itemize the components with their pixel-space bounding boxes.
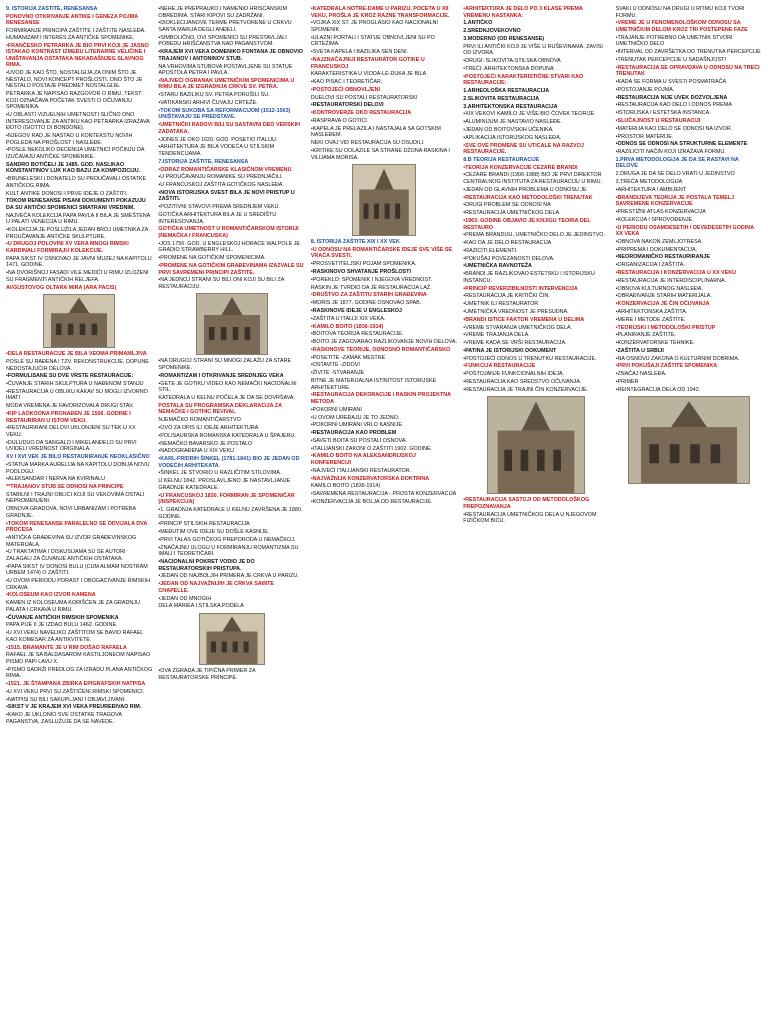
c5-paragraph: SVAKI U ODNOSU NA DRUGI U RITMU KOJI TVORI FORMU. bbox=[615, 6, 745, 19]
c5-paragraph: •PRVI POKUŠAJI ZAŠTITE SPOMENIKA bbox=[615, 363, 718, 370]
c1-paragraph: •UVOD JE KAO ŠTO, NOSTALGIJA ZA ONIM ŠTO JE NESTALO, NOVI KONCEPT PROŠLOSTI. ONO ŠTO JE NESTALO POSTAJE PREDMET NOSTALGIJE. bbox=[6, 70, 143, 90]
c5-paragraph: •OBNOVA KULTURNOG NASLEĐA. bbox=[615, 285, 703, 292]
c3-paragraph: •PROSVETITELJSKI POJAM SPOMENIKA. bbox=[310, 261, 417, 268]
c4-paragraph: •PATINA JE ISTORIJSKI DOKUMENT bbox=[463, 347, 557, 354]
c1-paragraph: •POSLE NEKOLIKO DECENIJA UMETNICI POČINJU DA IZUČAVAJU ANTIČKE SPOMENIKE. bbox=[6, 147, 145, 160]
c1-paragraph: POSLE SU RAĐENA I TZV. REKONSTRUKCIJE, DOPUNE NEDOSTAJUĆIH DELOVA. bbox=[6, 358, 149, 372]
c3-paragraph: NEKI OVAJ VID RESTAURACIJA SU OSUDILI. bbox=[310, 140, 425, 147]
c1-paragraph: XV I XVI VEK JE BILO RESTAURIRANJE NEOKLASIČNO bbox=[6, 454, 150, 461]
c2-paragraph: •SIMBOLIČNO, OVI SPOMENICI SU PRESTAVLJALI POBEDU HRIŠĆANSTVA NAD PAGANSTVOM. bbox=[158, 34, 287, 48]
c4-paragraph: •RESTAURACIJA JE KRITIČKI ČIN. bbox=[463, 293, 550, 300]
c2-paragraph: •NEMAČKO BAVARSKO JE POSTALO bbox=[158, 440, 253, 447]
c5-paragraph: •RAZILICITI NAČIN KOJI IZRAŽAVA FORMU. bbox=[615, 149, 726, 156]
c1-paragraph: •U XVI VEKU PRVI SU ZAŠTIĆENI RIMSKI SPOMENICI. bbox=[6, 688, 145, 695]
c1-paragraph: FORMIRANJE PRINCIPA ZAŠTITE I ZAŠTITE NASLEĐA. HUMANIZAM I INTERES ZA ANTIČKE SPOMENIKE. bbox=[6, 28, 146, 41]
building-photo bbox=[199, 613, 265, 665]
c3-paragraph: •KAMILO BOITO NA ALEKSANDRIJSKOJ KONFERENCIJI bbox=[310, 453, 416, 466]
building-illustration-icon bbox=[629, 397, 749, 483]
c5-paragraph: •ODNOS SE ODNOSI NA STRUKTURNE ELEMENTE bbox=[615, 141, 748, 148]
c4-paragraph: •ALUMINIJUM JE NASTAVIO NASLEĐE. bbox=[463, 119, 562, 126]
c5-paragraph: •RESTAURACIJA KAO DELO I ODNOS PREMA bbox=[615, 102, 732, 109]
building-illustration-icon bbox=[488, 397, 584, 493]
c3-paragraph: •KONTROVERZE OKO RESTAURACIJA bbox=[310, 110, 412, 117]
c3-paragraph: •RESTAURATORSKI DELOVI bbox=[310, 102, 384, 109]
c2-paragraph: •U FRANCUSKOJ ZAŠTITA GOTIČKOG NASLEĐA. bbox=[158, 182, 284, 189]
c3-paragraph: •KONZERVACIJA JE BOLJA OD RESTAURACIJE. bbox=[310, 498, 433, 505]
c5-paragraph: •RESTAURACIJA SE OPRAVDAVA U ODNOSU NA TREĆI TRENUTAK bbox=[615, 64, 760, 78]
c1-paragraph: •DULUDUO DA SANGALO I MIKELANĐELO SU PRVI UVIDELI VREDNOST ORIGINALA. bbox=[6, 439, 137, 453]
c2-paragraph: •TOKOM SUKOBA SA REFORMACIJOM (1512-1563) UNIŠTAVAJU SE PREDSTAVE. bbox=[158, 107, 291, 121]
c3-paragraph: •RASKINOVE IDEJE U ENGLESKOJ bbox=[310, 307, 402, 314]
c1-paragraph: •ČUVANJE ANTIČKIH RIMSKIH SPOMENIKA bbox=[6, 614, 119, 621]
c2-paragraph: •ROMANTIZAM I OTKRIVANJE SREDNJEG VEKA bbox=[158, 372, 284, 379]
c3-paragraph: •U ODNOSU NA ROMANTIČARSKE IDEJE SVE VIŠE SE VRAĆA SVESTI. bbox=[310, 246, 453, 260]
c1-paragraph: •TOKOM RENESANSE PARALELNO SE ODVIJALA DVA PROCESA bbox=[6, 520, 148, 534]
c4-paragraph: •CEZARE BRANDI (1906-1988) BIO JE PRVI DIREKTOR CENTRALNOG INSTITUTA ZA RESTAURACIJU U RIMU. bbox=[463, 172, 602, 186]
c5-paragraph: •RESTAURACIJA NIJE UVEK DOZVOLJENA bbox=[615, 94, 728, 101]
c2-paragraph: •KRAJEM XVI VEKA DOMENIKO FONTANA JE OBNOVIO TRAJANOV I ANTONINOV STUB. bbox=[158, 49, 303, 62]
c1-paragraph: KULT ANTIKE DONOSI I PRVE IDEJE O ZAŠTITI. bbox=[6, 190, 128, 197]
c3-paragraph: •MORIS JE 1877. GODINE OSNOVAO SPAB. bbox=[310, 300, 422, 307]
c5-paragraph: 2.DRUGA JE DA SE DELO VRATI U JEDINSTVO bbox=[615, 171, 735, 178]
c1-paragraph: PAPA PIJE II JE IZDAO BULU 1462. GODINE. bbox=[6, 622, 118, 629]
c2-paragraph: •STARU BAZILIKU SV. PETRA PORUŠILI SU. bbox=[158, 92, 270, 99]
c4-paragraph: •RESTAURACIJA UMETNIČKOG DELA U NJEGOVOM FIZIČKOM BIĆU. bbox=[463, 511, 597, 525]
c1-paragraph: •SIKST V JE KRAJEM XVI VEKA PREUREĐIVAO RIM. bbox=[6, 704, 142, 711]
c3-paragraph: •POSETITE -ZAMAK MESTRE bbox=[310, 354, 386, 361]
c1-paragraph: •NJEGOV RAD JE NASTAO U KONTEKSTU NOVIH POGLEDA NA PROŠLOST I NASLEĐE. bbox=[6, 133, 133, 146]
c2-paragraph: •NAJVEĆI OGRANAK UMETNIČKIM SPOMENICIMA U RIMU BILA JE IZGRADNJA CRKVE SV. PETRA. bbox=[158, 77, 295, 91]
c5-paragraph: •RESTAURACIJA I KONZERVACIJA U XX VEKU bbox=[615, 270, 737, 277]
c1-paragraph: TOKOM RENESANSE PISANI DOKUMENTI POKAZUJU DA SU ANTIČKI SPOMENICI SMATRANI VREDNIM. bbox=[6, 198, 146, 211]
c4-paragraph: •POSTOJEĆI ODNOS U TRENUTKU RESTAURACIJE. bbox=[463, 355, 597, 362]
c5-paragraph: •KONZERVACIJA JE ČIN OČUVANJA bbox=[615, 301, 710, 308]
c3-paragraph: •RESTAURACIJA KAO PROBLEM bbox=[310, 430, 397, 437]
c2-paragraph: •MEĐUTIM OVE IDEJE SU DOŠLE KASNIJE. bbox=[158, 529, 270, 536]
c4-paragraph: 3.ARHITEKTONSKA RESTAURACIJA bbox=[463, 103, 558, 110]
c1-paragraph: •U DRUGOJ POLOVINI XV VEKA MNOGI RIMSKI KARDINALI FORMIRAJU KOLEKCIJE. bbox=[6, 241, 129, 254]
c2-paragraph: •PROMENE NA GOTIČKIM SPOMENICIMA. bbox=[158, 255, 266, 262]
c2-paragraph: GOTIČKA UMETNOST U ROMANTIČARSKOM ISTORIJI (NEMAČKA I FRANCUSKA) bbox=[158, 226, 299, 239]
c2-paragraph: •NA JEDNOJ STRANI SU BILI ONI KOJI SU BILI ZA RESTAURACIJU. bbox=[158, 277, 285, 290]
c4-paragraph: •POSTOJEĆI KARAKTERISTIČNE STVARI KAO RESTAURACIJE: bbox=[463, 73, 584, 87]
c4-paragraph: •FUNKCIJA RESTAURACIJE bbox=[463, 363, 536, 370]
c2-paragraph: •PRINCIP STILSKIH RESTAURACIJA bbox=[158, 521, 250, 528]
building-photo bbox=[628, 396, 750, 484]
c2-paragraph: U KELNU 1842. PROSLAVLJENO JE NASTAVLJANJE GRADNJE KATEDRALE. bbox=[158, 478, 291, 491]
c4-paragraph: •POSTOJANJE FUNKCIONALNIH IDEJA. bbox=[463, 371, 565, 378]
c4-paragraph: •XIX VEKOVI KAMILO JE VIŠE BIO ČOVEK TEORIJE. bbox=[463, 111, 596, 118]
c4-paragraph: PRVI ILI ANTIČKI KOJI JE VIŠE U RUŠEVINAMA, ZAVISI OD IZVORA. bbox=[463, 43, 603, 57]
c4-paragraph: 1.ARHEOLOŠKA RESTAURACIJA bbox=[463, 88, 550, 95]
c1-paragraph: •FRANČESKO PETRARKA JE BIO PRVI KOJI JE JASNO ISTAKAO KONTRAST IZMEĐU LITERARNE VELIČINE I UNIŠTAVANJA OSTATAKA NEKADAŠNJEG SLAVNOG RIMA. bbox=[6, 42, 149, 69]
c4-paragraph: •1963. GODINE OBJAVIO JE KNJIGU TEORIA DEL RESTAURO bbox=[463, 217, 591, 231]
c1-paragraph: SANDRO BOTIČELI JE 1485. GOD. NASLIKAO KONSTANTINOV LUK KAO BAZU ZA KOMPOZICIJU. bbox=[6, 161, 141, 175]
c2-paragraph: •JEDAN OD NAJBOLJIH PRIMERA JE CRKVA U PARIZU. bbox=[158, 573, 299, 580]
building-illustration-icon bbox=[197, 294, 267, 354]
c4-paragraph: 1.ANTIČKO bbox=[463, 20, 493, 27]
c1-paragraph: •1521. JE ŠTAMPANA ZBIRKA EPIGRAFSKIH NATPISA bbox=[6, 681, 146, 688]
c3-paragraph: •NAJZNAČAJNIJI RESTAURATOR GOTIKE U FRANCUSKOJ bbox=[310, 56, 425, 70]
c5-paragraph: •SLUČAJNOST U RESTAURACIJI bbox=[615, 117, 701, 124]
c1-paragraph: •U TRAKTATIMA I DISKUSIJAMA SU SE AUTORI ZALAGALI ZA ČUVANJE ANTIČKIH OSTATAKA. bbox=[6, 549, 126, 562]
c2-paragraph: •NOVA ISTORIJSKA SVEST BILA JE NOVI PRISTUP U ZAŠTITI. bbox=[158, 189, 295, 203]
c1-paragraph: 9. ISTORIJA ZAŠTITE, RENESANSA bbox=[6, 6, 98, 12]
c2-paragraph: •GETE JE GOTIKU VIDEO KAO NEMAČKI NACIONALNI STIL. bbox=[158, 380, 297, 394]
c1-paragraph: •BRUNELESKI I DONATELO SU PROUČAVALI OSTATKE ANTIČKOG RIMA. bbox=[6, 176, 147, 189]
c2-paragraph: GOTIČKA ARHITEKTURA BILA JE U SREDIŠTU INTERESOVANJA. bbox=[158, 212, 277, 225]
c3-paragraph: •U OVOM UREĐAJU JE TO JEDNO. bbox=[310, 414, 400, 421]
building-illustration-icon bbox=[200, 614, 264, 664]
c1-paragraph: •U OVOM PERIODU PORAST I OBOGAĆIVANJE RIMSKIH CRKAVA. bbox=[6, 578, 150, 591]
c4-paragraph: •UMETNIK ILI RESTAURATOR bbox=[463, 301, 539, 308]
c5-paragraph: •REINTEGRACIJA DELA OD 1942. bbox=[615, 386, 701, 393]
c1-paragraph: •1515. BRAMANTE JE U RIM DOŠAO RAFAELA bbox=[6, 644, 127, 651]
c1-paragraph: •STATUA MARKA AURELIJA NA KAPITOLU DOBIJA NOVU PODLOGU. bbox=[6, 461, 150, 475]
c3-paragraph: •ULAZNI PORTALI I STATUE OBNOVLJENI SU PO CRTEŽIMA. bbox=[310, 34, 435, 48]
c3-paragraph: •RASKINOVE TEORIJE, ODNOSNO ROMANTIČARSKO bbox=[310, 346, 451, 353]
c4-paragraph: •DRUGI: SLIKOVITA-STILSKA OBNOVA bbox=[463, 58, 561, 65]
c3-paragraph: KAMILO BOITO (1836-1914) bbox=[310, 483, 381, 490]
c2-paragraph: •JONES JE OKO 1620. GOD. POSETIO ITALIJU. bbox=[158, 136, 278, 143]
c1-paragraph: AVGUSTOVOG OLTARA MIRA (ARA PACIS) bbox=[6, 284, 117, 291]
c1-paragraph: PAPA SIKST IV OSNOVAO JE JAVNI MUZEJ NA KAPITOLU 1471. GODINE. bbox=[6, 255, 152, 269]
c4-paragraph: •RESTAURACIJA UMETNIČKOG DELA bbox=[463, 210, 560, 217]
c3-paragraph: •DRUŠTVO ZA ZAŠTITU STARIH GRAĐEVINA bbox=[310, 292, 427, 299]
c1-paragraph: MODA VREMENA JE FAVORIZOVALA DRUGI STAV. bbox=[6, 403, 134, 410]
c2-paragraph: POSTALA SU PROGRAMSKA DEKLARACIJA ZA NEMAČKE I GOTHIC REVIVAL bbox=[158, 402, 282, 416]
c3-paragraph: •KAO PISAC I TEORETIČAR. bbox=[310, 79, 383, 86]
c4-paragraph: •JEDAN OD GLAVNIH PROBLEMA U ODNOSU JE bbox=[463, 186, 587, 193]
c3-paragraph: •SAVREMENA RESTAURACIJA - PROSTA KONZERVACIJA bbox=[310, 491, 457, 498]
c3-paragraph: •BOITO JE ZAGOVARAO RAZLIKOVANJE NOVIH DELOVA. bbox=[310, 339, 457, 346]
c4-paragraph: •TEORIJA KONZERVACIJE CEZARE BRANDI bbox=[463, 164, 578, 171]
c3-paragraph: •NAJVEĆI ITALIJANSKI RESTAURATOR. bbox=[310, 467, 412, 474]
c5-paragraph: •ORGANIZACIJA I ZAŠTITA. bbox=[615, 262, 685, 269]
c4-paragraph: 2.SREDNJOVEKOVNO bbox=[463, 28, 521, 35]
building-photo bbox=[352, 164, 416, 236]
c5-paragraph: •RESTAURACIJA JE INTERDISCIPLINARNA. bbox=[615, 277, 727, 284]
c5-paragraph: •PRIMER bbox=[615, 378, 639, 385]
c4-paragraph: 2.SLIKOVITA RESTAURACIJA bbox=[463, 95, 540, 102]
c5-paragraph: •MERE I METODE ZAŠTITE. bbox=[615, 316, 686, 323]
c2-paragraph: •ARHITEKTURA JE BILA VODEĆA U STILSKIM TENDENCIJAMA. bbox=[158, 144, 275, 157]
c2-paragraph: •JEDAN OD NAJVAŽNIJIH JE CRKVA SAINTE CHAPELLE. bbox=[158, 581, 275, 594]
c3-paragraph: •SVETA KAPELA I BAZILIKA SEN DENI. bbox=[310, 49, 409, 56]
c5-paragraph: •BRANDIJEVA TEORIJA JE POSTALA TEMELJ SAVREMENE KONZERVACIJE bbox=[615, 194, 735, 208]
c1-paragraph: NAJVEĆA KOLEKCIJA PAPA PAVLA II BILA JE SMEŠTENA U PALATI VENECIJA U RIMU. bbox=[6, 212, 151, 226]
c2-paragraph: •NEHE JE PREPRAUKO I NAMENIO HRIŠĆANSKIM OBREDIMA. STARI KIPOVI SU ZADRŽANI. bbox=[158, 6, 287, 19]
c2-paragraph: •PRVI TALAS GOTIČKOG PREPORODA U NEMAČKOJ. bbox=[158, 536, 296, 543]
c2-paragraph: •JEDAN OD MNOGIH bbox=[158, 595, 212, 602]
c1-paragraph: •NA DVORIŠNOJ FASADI VILE MEDIĆI U RIMU IZLOŽENI SU FRAGMENTI ANTIČKIH RELJEFA. bbox=[6, 270, 149, 283]
c5-paragraph: •NA OSNOVU ZAKONA O KULTURNIM DOBRIMA. bbox=[615, 355, 740, 362]
c3-paragraph: •POKORNI UMIRANI VRLO KASNIJE. bbox=[310, 422, 404, 429]
column-1 bbox=[6, 6, 152, 1018]
c2-paragraph: •POZITIVNI STAVOVI PREMA SREDNJEM VEKU. bbox=[158, 204, 280, 211]
c1-paragraph: •RESTAURACIJA U OBLIKU KAKAV SU MOGLI IZVORNO IMATI bbox=[6, 388, 148, 402]
c3-paragraph: •KRITIKE SU DOLAZILE SA STRANE DŽONA RASKINA I VILIJAMA MORISA. bbox=[310, 147, 450, 161]
c4-paragraph: •PRINCIP REVERZIBILNOSTI INTERVENCIJA bbox=[463, 285, 578, 292]
c4-paragraph: •RESTAURACIJA JE TRAJNI ČIN KONZERVACIJE. bbox=[463, 386, 589, 393]
c1-paragraph: PONOVNO OTKRIVANJE ANTIKE I GENEZA POJMA RENESANSE bbox=[6, 13, 138, 27]
c5-paragraph: •VREME JE U FENOMENOLOŠKOM ODNOSU SA UMETNIČKIM DELOM KROZ TRI POSTEPENE FAZE bbox=[615, 20, 748, 33]
c2-paragraph: •ODRAZ ROMANTIČARSKE KLASIČNOM VREMENU bbox=[158, 166, 292, 173]
c3-paragraph: •BOITOVA TEORIJA RESTAURACIJE. bbox=[310, 331, 404, 338]
building-photo bbox=[487, 396, 585, 494]
c4-paragraph: •RESTAURACIJA KAO METODOLOŠKI TRENUTAK bbox=[463, 194, 593, 201]
c2-paragraph: •OVA ZGRADA JE TIPIČNA PRIMER ZA RESTAURATORSKE PRINCIPE. bbox=[158, 667, 256, 681]
building-illustration-icon bbox=[353, 165, 415, 235]
c4-paragraph: •BRANDI JE RAZLIKOVAO ESTETSKU I ISTORIJSKU INSTANCU. bbox=[463, 271, 595, 284]
c5-paragraph: •PLANIRANJE ZAŠTITE. bbox=[615, 332, 676, 339]
c2-paragraph: •KARL-FRIDRIH ŠINKEL (1781-1841) BIO JE JEDAN OD VODEĆIH ARHITEKATA. bbox=[158, 456, 300, 469]
c1-paragraph: •DELA RESTAURACIJE JE BILA VEOMA PRIMAMLJIVA bbox=[6, 351, 147, 358]
c1-paragraph: •RESTAURIRANI DELOVI UKLONJENI SU TEK U XX VEKU. bbox=[6, 425, 136, 438]
column-3 bbox=[311, 6, 457, 1018]
c5-paragraph: •ISTORIJSKA I ESTETSKA INSTANCA. bbox=[615, 110, 711, 117]
c2-paragraph: KATEDRALA U KELNU POČELA JE DA SE DOVRŠAVA. bbox=[158, 395, 296, 401]
c3-paragraph: •RESTAURACIJA DEKORACIJE I RASKIN PROJEKTNA METODA bbox=[310, 392, 451, 405]
c3-paragraph: •KATEDRALA NOTRE-DAME U PARIZU, POČETA U XII VEKU, PROŠLA JE KROZ RAZNE TRANSFORMACIJE. bbox=[310, 6, 450, 19]
c4-paragraph: •VREME KADA SE VRŠI RESTAURACIJA. bbox=[463, 340, 567, 347]
c2-paragraph: •NACIONALNI POKRET VODIO JE DO RESTAURATORSKIH PRISTUPA. bbox=[158, 559, 255, 572]
c2-paragraph: •NADOGRAĐENA U XIX VEKU bbox=[158, 448, 234, 455]
c1-paragraph: •PISMO SADRŽI PREDLOG ZA IZRADU PLANA ANTIČKOG RIMA. bbox=[6, 666, 153, 680]
c4-paragraph: •RESTAURACIJA KAO SREDSTVO OČUVANJA. bbox=[463, 378, 582, 385]
c5-paragraph: •OBRAĐIVANJE STARIH MATERIJALA. bbox=[615, 293, 712, 300]
c4-paragraph: •BRANDI ISTICE FAKTOR VREMENA U DELIMA bbox=[463, 316, 585, 323]
c2-paragraph: •ŠINKEL JE STVORIO U RAZLIČITIM STILOVIMA. bbox=[158, 470, 282, 477]
c4-paragraph: •APLIKACIJA ISTORIJSKOG NASLEĐA. bbox=[463, 134, 562, 141]
c1-paragraph: OBNOVA GRADOVA, NOVI URBANIZAM I POTREBA GRADNJE. bbox=[6, 506, 136, 519]
c1-paragraph: •KAKO JE UKLONIO SVE OSTATKE TRAGOVA PAGANSTVA, ZASLUŽUJE DA SE NAVEDE. bbox=[6, 712, 122, 725]
c4-paragraph: 3.MODERNO (OD RENESANSE) bbox=[463, 35, 545, 42]
c3-paragraph: •VOJKA XIX ST. JE PROGLASIO KAO NACIONALNI SPOMENIK. bbox=[310, 20, 438, 33]
c1-paragraph: •U XVI VEKU NAVELIKO ZAŠTITOM SE BAVIO RAFAEL KAO KOMESAR ZA ANTIKVITETE. bbox=[6, 630, 144, 643]
c3-paragraph: •KAPELA JE PRELAZILA I NASTAJALA SA GOTSKIM NASLEĐEM. bbox=[310, 125, 441, 139]
c1-paragraph: •KIP LAOKOONA PRONAĐEN JE 1506. GODINE I RESTAURIRAN U ISTOM VEKU. bbox=[6, 411, 131, 424]
c4-paragraph: •SVE OVE PROMENE SU UTICALE NA RAZVOJ RESTAURACIJE. bbox=[463, 142, 584, 156]
c1-paragraph: STABILNI I TRAJNI OBLICI KOJI SU VEKOVIMA OSTALI NEPROMENJENI. bbox=[6, 491, 145, 505]
c4-paragraph: •ARHITEKTURA JE DELO PO 3 KLASE PREMA VREMENU NASTANKA: bbox=[463, 6, 583, 19]
c2-paragraph: •OVO ZA OPIS ILI IDEJE ARHITEKTURA bbox=[158, 424, 259, 431]
c2-paragraph: •PROMENE NA GOTIČKIM GRAĐEVINAMA IZAZVALE SU PRVI SAVREMENI PRINCIPI ZAŠTITE. bbox=[158, 262, 304, 276]
c2-paragraph: •UMETNIČKI RADOVI BILI SU SASTAVNI DEO VERSKIH ZADATAKA. bbox=[158, 122, 300, 135]
building-photo bbox=[43, 294, 115, 348]
c5-paragraph: •OBNOVA NAKON ZEMLJOTRESA. bbox=[615, 238, 703, 245]
c4-paragraph: •VREME STVARANJA UMETNIČKOG DELA. bbox=[463, 324, 572, 331]
column-2 bbox=[158, 6, 304, 1018]
c1-paragraph: •U OBLASTI VIZUELNIH UMETNOSTI SLIČNO ONO INTERESOVANJE ZA ANTIKU KAO PETRARKA IZRAŽAVA ĐOTO (GIOTTO DI BONDONE). bbox=[6, 112, 150, 132]
c5-paragraph: •U PERIODU OSAMDESETIH I DEVEDESETIH GODINA XX VEKA bbox=[615, 224, 754, 238]
c3-paragraph: •POKORNI UMIRANI bbox=[310, 406, 362, 413]
c4-paragraph: •DRUGI PROBLEM SE ODNOSI NA bbox=[463, 202, 551, 209]
c5-paragraph: 1.PRVA METODOLOGIJA JE DA SE RASTAVI NA DELOVE bbox=[615, 156, 739, 170]
c2-paragraph: •U PROUČAVANJU ROMANIKE SU PREDNJAČILI. bbox=[158, 174, 283, 181]
c4-paragraph: •JEDAN OD BOITOVSKIH UČENIKA. bbox=[463, 126, 554, 133]
c5-paragraph: •PRESTIŽNI ATLAS KONZERVACIJA bbox=[615, 208, 706, 215]
c3-paragraph: RASKIN JE TVRDIO DA JE RESTAURACIJA LAŽ. bbox=[310, 284, 432, 291]
c3-paragraph: •RASPRAVA O GOTICI. bbox=[310, 117, 369, 124]
c4-paragraph: 8.B TEORIJA RESTAURACIJE bbox=[463, 156, 540, 163]
c1-paragraph: •ČUVANJE STARIH SKULPTURA U NAĐENOM STANJU bbox=[6, 381, 144, 388]
c5-paragraph: •TRENUTAK PERCEPCIJE U SADAŠNJOSTI bbox=[615, 56, 726, 63]
c5-paragraph: •ZAŠTITA U SRBIJI bbox=[615, 347, 664, 354]
c2-paragraph: •NA DRUGOJ STRANI SU MNOGI ZALAŽU ZA STARE SPOMENIKE. bbox=[158, 358, 292, 372]
c4-paragraph: •RESTAURACIJA SASTOJI OD METODOLOŠKOG PREPOZNAVANJA bbox=[463, 497, 590, 510]
c1-paragraph: •ALEKSANDAR I NERVA NA KVIRINALU bbox=[6, 476, 106, 483]
c2-paragraph: •POLISAURSKA ROMANSKA KATEDRALA U ŠPAJERU. bbox=[158, 432, 296, 439]
c5-paragraph: •POSTOJANJE POJMA. bbox=[615, 86, 675, 93]
c5-paragraph: •KADA SE FORMA U SVESTI POSMATRAČA bbox=[615, 79, 727, 86]
c3-paragraph: BITNE JE MATERIJALNA ISTINITOST ISTORIJSKE ARHITEKTURE. bbox=[310, 377, 437, 391]
c3-paragraph: •POREKLO: SPOMENIK I NJEGOVA VREDNOST. bbox=[310, 276, 433, 283]
c1-paragraph: •FORMULISANE SU DVE VRSTE RESTAURACIJE: bbox=[6, 373, 134, 380]
c4-paragraph: •UMETNIČKA RAVNOTEŽA bbox=[463, 263, 532, 270]
c5-paragraph: •INTERVAL OD ZAVRŠETKA DO TRENUTKA PERCEPCIJE bbox=[615, 49, 761, 56]
c1-paragraph: RAFAEL JE SA BALDASAROM KASTILJONEOM NAPISAO PISMO PAPI LAVU X. bbox=[6, 652, 151, 665]
c1-paragraph: •ANTIČKA GRAĐEVINA SU IZVOR GRAĐEVINSKOG MATERIJALA. bbox=[6, 534, 137, 548]
c4-paragraph: •VREME TRAJANJA DELA. bbox=[463, 332, 530, 339]
c2-paragraph: •JOS 1750. GOD. U ENGLESKOJ HORACE WALPOLE JE GRADIO STRAWBERRY HILL. bbox=[158, 240, 300, 254]
c4-paragraph: •PREMA BRANDIJU, UMETNIČKO DELO JE JEDINSTVO. bbox=[463, 232, 605, 239]
building-illustration-icon bbox=[44, 295, 114, 347]
c1-paragraph: •KOLEKCIJA JE POSLUŽILA JEDAN BROJ UMETNIKA ZA PROUČAVANJE ANTIČKE SKULPTURE. bbox=[6, 227, 149, 240]
c3-paragraph: 8. ISTORIJA ZAŠTITE XIX I XX VEK bbox=[310, 239, 400, 246]
c1-paragraph: •PAPA SIKST IV DONOSI BULU (CUM ALMAM NOSTRAM URBEM 1474) O ZAŠTITI. bbox=[6, 563, 148, 577]
c2-paragraph: NA VRHOVIMA STUBOVA POSTAVLJENE SU STATUE APOSTOLA PETRA I PAVLA. bbox=[158, 63, 293, 77]
c1-paragraph: •KOLOSEUM KAO IZVOR KAMENA bbox=[6, 592, 96, 599]
c2-paragraph: •DIOKLECIJANOVE TERME PRETVORENE U CRKVU SANTA MARIJA DEGLI ANĐELI. bbox=[158, 20, 292, 33]
c3-paragraph: •SAVETI BOITA SU POSTALI OSNOVA. bbox=[310, 437, 407, 444]
c3-paragraph: •ŽIVITE -STVARANJE bbox=[310, 370, 365, 377]
c1-paragraph: KAMEN IZ KOLOSEUMA KORIŠĆEN JE ZA GRADNJU PALATA I CRKAVA U RIMU. bbox=[6, 600, 140, 613]
column-4 bbox=[463, 6, 609, 1018]
c3-paragraph: •POSTOJEĆI OBNOVLJENI bbox=[310, 86, 380, 93]
c3-paragraph: •ITALIJANSKI ZAKONI O ZAŠTITI 1902. GODINE. bbox=[310, 445, 433, 452]
c2-paragraph: •ZNAČAJNU ULOGU U FORMIRANJU ROMANTIZMA SU IMALI I TEORETIČARI. bbox=[158, 544, 299, 558]
c2-paragraph: •1. GRADNJA KATEDRALE U KELNU ZAVRŠENA JE 1880. GODINE. bbox=[158, 506, 303, 520]
c5-paragraph: 3.TREĆA METODOLOGIJA bbox=[615, 179, 683, 186]
c3-paragraph: •KAMILO BOITO (1836-1914) bbox=[310, 323, 384, 330]
c5-paragraph: •ARHITEKTURA I AMBIJENT bbox=[615, 186, 687, 193]
c4-paragraph: •RAZICITI ELEMENTI. bbox=[463, 247, 518, 254]
c3-paragraph: •OSTAVITE -ZIDOVI bbox=[310, 362, 360, 369]
c3-paragraph: KARAKTERISTIKA U VIODA-LE-DUKA JE BILA bbox=[310, 71, 427, 78]
c5-paragraph: •MATERIJA KAO DELO SE ODNOSI NA IZVOR. bbox=[615, 125, 733, 132]
c2-paragraph: DELA MARIEA I STILSKA PODELA bbox=[158, 603, 244, 610]
c5-paragraph: •NEOROMANIČKO RESTAURIRANJE bbox=[615, 254, 710, 261]
building-photo bbox=[196, 293, 268, 355]
c5-paragraph: •PROSTOR MATERIJE. bbox=[615, 133, 674, 140]
c5-paragraph: •TEORIJSKI I METODOLOŠKI PRISTUP bbox=[615, 324, 716, 331]
c3-paragraph: DUELOVI SU POSTALI RESTAURATORSKI bbox=[310, 94, 418, 101]
c3-paragraph: •RASKINOVO SHVATANJE PROŠLOSTI bbox=[310, 269, 411, 276]
c2-paragraph: 7.ISTORIJA ZAŠTITE, RENESANSA bbox=[158, 158, 249, 165]
c1-paragraph: **TRAJANOV STUB SE ODNOSI NA PRINCIPE bbox=[6, 484, 124, 491]
c5-paragraph: •KONZERVATORSKE TEHNIKE. bbox=[615, 340, 695, 347]
c4-paragraph: •KAO DA JE DELO RESTAURACIJA bbox=[463, 240, 552, 247]
c5-paragraph: •ARHITEKTONSKA ZAŠTITA. bbox=[615, 308, 688, 315]
c5-paragraph: •KOLEKCIJA I SPROVOĐENJE. bbox=[615, 216, 694, 223]
c2-paragraph: •U FRANCUSKOJ 1830. FORMIRAN JE SPOMENIČAR (INSPEKCIJA) bbox=[158, 492, 295, 506]
c4-paragraph: •POKUŠAJ POVEZANOSTI DELOVA. bbox=[463, 255, 555, 262]
c5-paragraph: •PRIPREMA I DOKUMENTACIJA. bbox=[615, 246, 698, 253]
c2-paragraph: NJEMAČKO ROMANTIČARSTVO bbox=[158, 417, 241, 424]
column-5 bbox=[616, 6, 762, 1018]
c1-paragraph: •NATPISI SU BILI SAKUPLJANI I OBJAVLJIVANI. bbox=[6, 696, 126, 703]
c3-paragraph: •NAJVAŽNIJA KONZERVATORSKA DOKTRINA bbox=[310, 475, 430, 482]
c4-paragraph: •TREĆI: ARHITEKTONSKA DOPUNA bbox=[463, 65, 554, 72]
c1-paragraph: PETRARKA JE NAPISAO RAZGOVOR O RIMU, TEKST KOJI OZNAČAVA POČETAK SVESTI O OČUVANJU SPOMENIKA. bbox=[6, 91, 142, 111]
c3-paragraph: •ZAŠTITA U ITALIJI XIX VEKA. bbox=[310, 315, 386, 322]
c5-paragraph: •ZNAČAJ NASLEĐA. bbox=[615, 371, 667, 378]
c5-paragraph: •TRAJANJE POTREBNO DA UMETNIK STVORI UMETNIČKO DELO bbox=[615, 34, 733, 48]
c2-paragraph: •VATIKANSKI ARHIVI ČUVAJU CRTEŽE. bbox=[158, 100, 258, 107]
c4-paragraph: •UMETNIČKA VREDNOST JE PRESUDNA. bbox=[463, 308, 569, 315]
